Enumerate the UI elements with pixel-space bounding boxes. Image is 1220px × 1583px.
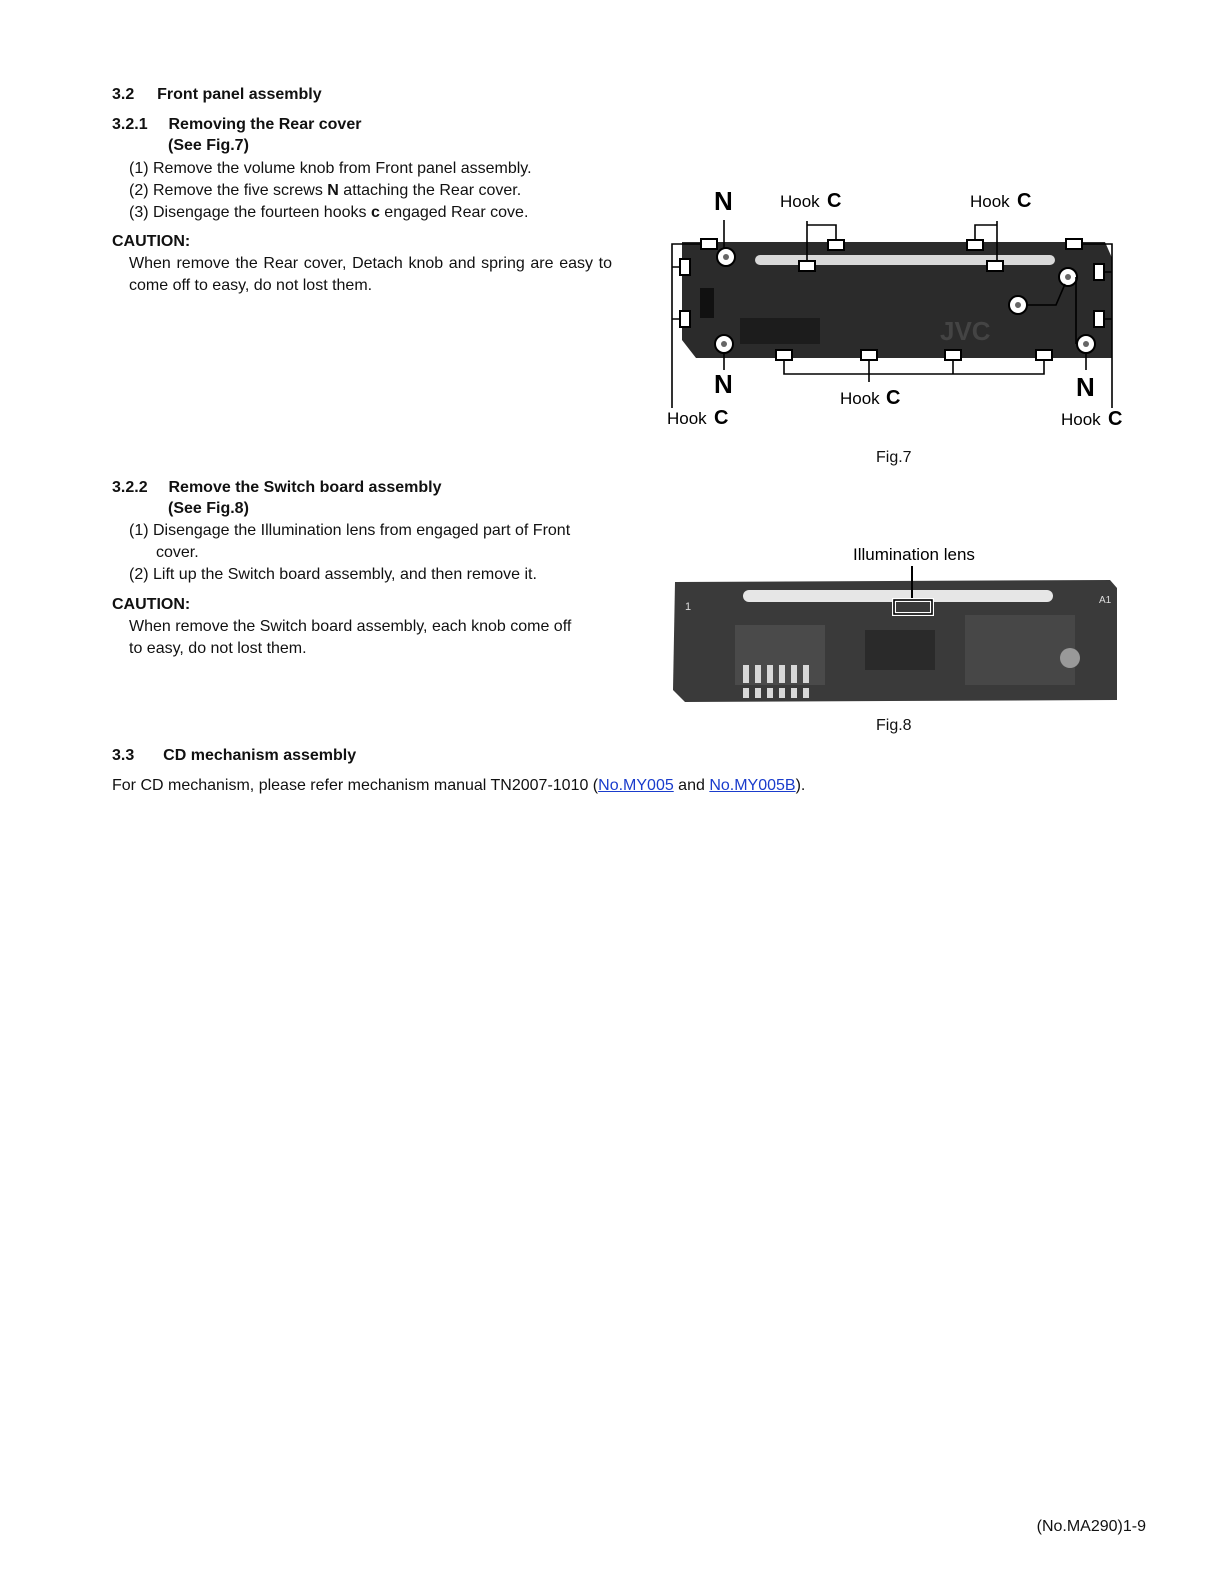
section-number: 3.2.1 [112, 116, 148, 133]
hook-c [828, 240, 844, 250]
rear-cover-photo [682, 242, 1112, 358]
section-number: 3.3 [112, 747, 135, 764]
cd-mechanism-reference: For CD mechanism, please refer mechanism manual TN2007-1010 (No.MY005 and No.MY005B). [112, 777, 806, 794]
label-n: N [714, 186, 733, 216]
label-hook: Hook [780, 192, 820, 211]
section-number: 3.2 [112, 86, 135, 103]
see-fig7: (See Fig.7) [168, 137, 249, 154]
hook-c [861, 350, 877, 360]
hook-c [799, 261, 815, 271]
hook-c [680, 311, 690, 327]
hook-c [1066, 239, 1082, 249]
label-hook: Hook [970, 192, 1010, 211]
label-hook-letter: C [1017, 190, 1032, 212]
caution-text: When remove the Switch board assembly, each knob come off [129, 618, 572, 635]
section-3-2-1-heading [112, 116, 361, 134]
section-title: Front panel assembly [157, 86, 322, 103]
step-2: (2) Remove the five screws N attaching the Rear cover. [129, 182, 522, 199]
section-3-2-heading [112, 86, 322, 104]
hook-c [680, 259, 690, 275]
page-number: (No.MA290)1-9 [1036, 1518, 1146, 1535]
hook-c [701, 239, 717, 249]
section-title: Remove the Switch board assembly [168, 479, 442, 496]
link-my005b[interactable]: No.MY005B [709, 777, 796, 794]
caution-text: When remove the Rear cover, Detach knob and spring are easy to come off to easy, do not lost them. [129, 255, 612, 294]
label-hook-letter: C [714, 407, 729, 429]
hook-c [945, 350, 961, 360]
fig8-switch-board-diagram [665, 540, 1125, 710]
step-1-cont: cover. [156, 544, 199, 561]
caution-label: CAUTION: [112, 233, 191, 250]
label-hook: Hook [1061, 410, 1101, 429]
step-2: (2) Lift up the Switch board assembly, and then remove it. [129, 566, 537, 583]
hook-c [987, 261, 1003, 271]
board-mark: A1 [1099, 595, 1112, 606]
link-my005[interactable]: No.MY005 [598, 777, 674, 794]
illumination-lens-label: Illumination lens [853, 545, 975, 564]
hook-c [1094, 264, 1104, 280]
hook-c [1036, 350, 1052, 360]
brand-logo: JVC [940, 316, 991, 346]
fig8-caption: Fig.8 [876, 717, 912, 734]
label-hook: Hook [667, 409, 707, 428]
label-hook-letter: C [886, 387, 901, 409]
step-3: (3) Disengage the fourteen hooks c engaged Rear cove. [129, 204, 529, 221]
hook-c [776, 350, 792, 360]
caution-label: CAUTION: [112, 596, 191, 613]
label-n: N [1076, 372, 1095, 402]
section-3-3-heading [112, 747, 356, 765]
fig7-rear-cover-diagram [660, 180, 1140, 435]
label-n: N [714, 369, 733, 399]
section-number: 3.2.2 [112, 479, 148, 496]
section-3-2-2-heading [112, 479, 441, 497]
label-hook-letter: C [1108, 408, 1123, 430]
step-1: (1) Disengage the Illumination lens from engaged part of Front [129, 522, 571, 539]
hook-c [967, 240, 983, 250]
label-hook-letter: C [827, 190, 842, 212]
section-title: CD mechanism assembly [163, 747, 357, 764]
fig7-caption: Fig.7 [876, 449, 912, 466]
hook-c [1094, 311, 1104, 327]
board-mark: 1 [685, 601, 692, 613]
caution-text-cont: to easy, do not lost them. [129, 640, 307, 657]
section-title: Removing the Rear cover [168, 116, 362, 133]
step-1: (1) Remove the volume knob from Front panel assembly. [129, 160, 532, 177]
label-hook: Hook [840, 389, 880, 408]
see-fig8: (See Fig.8) [168, 500, 249, 517]
